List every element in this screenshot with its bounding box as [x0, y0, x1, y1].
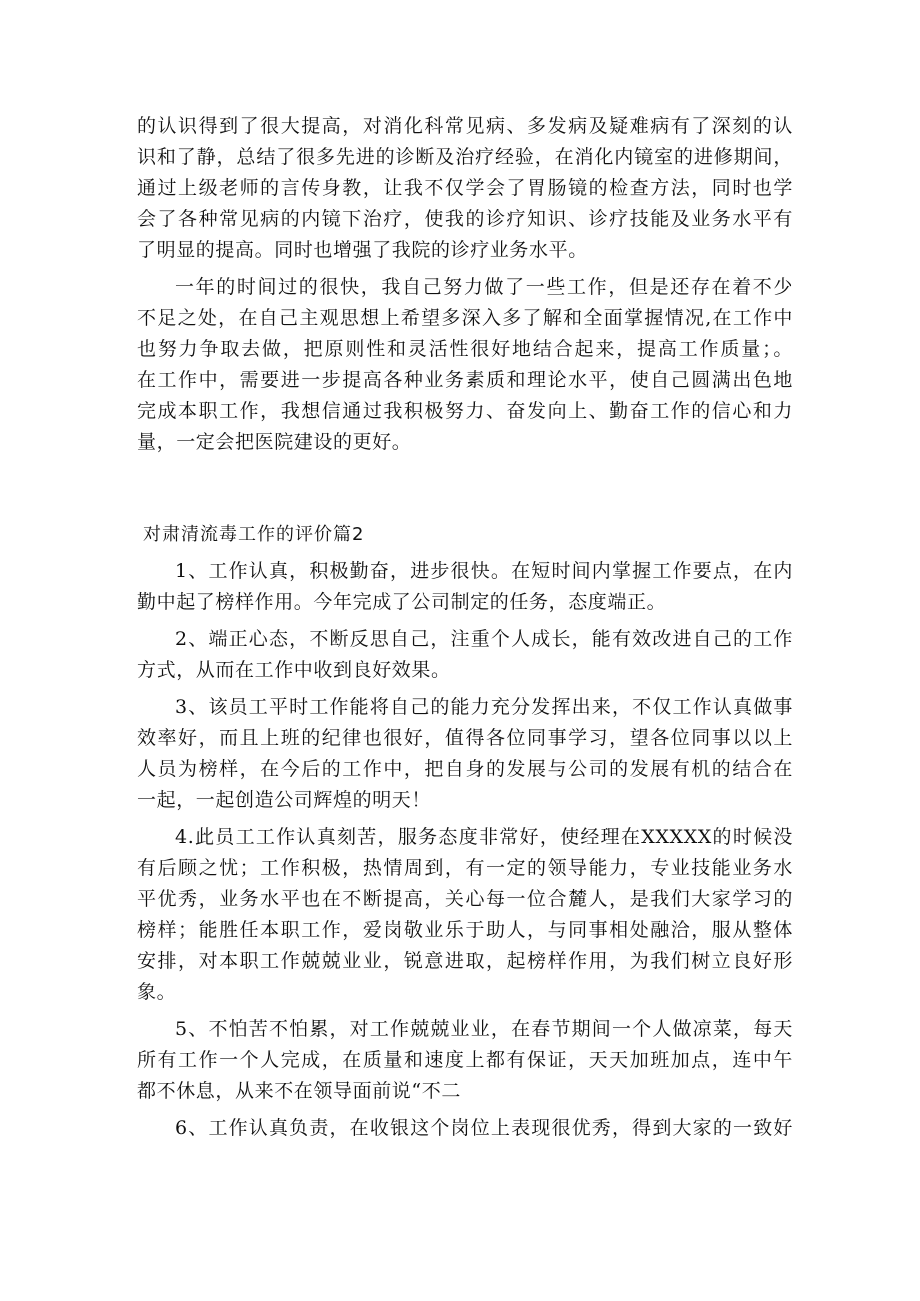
list-item-line: 所有工作一个人完成，在质量和速度上都有保证，天天加班加点，连中午	[137, 1049, 793, 1071]
list-item-line: 平优秀，业务水平也在不断提高，关心每一位合麓人，是我们大家学习的	[137, 888, 793, 910]
intro-line: 通过上级老师的言传身教，让我不仅学会了胃肠镜的检查方法，同时也学	[137, 177, 793, 199]
list-item	[137, 692, 793, 816]
conclusion-line: 不足之处，在自己主观思想上希望多深入多了解和全面掌握情况,在工作中	[137, 307, 793, 329]
intro-line: 了明显的提高。同时也增强了我院的诊疗业务水平。	[137, 239, 588, 261]
evaluation-list	[137, 556, 793, 1144]
conclusion-line: 量，一定会把医院建设的更好。	[137, 431, 412, 453]
list-item-line: 都不休息，从来不在领导面前说“不二	[137, 1080, 461, 1102]
list-item	[137, 1113, 793, 1144]
list-item-line: 一起，一起创造公司辉煌的明天！	[137, 789, 432, 811]
list-item-line: 安排，对本职工作兢兢业业，锐意进取，起榜样作用，为我们树立良好形	[137, 950, 793, 972]
intro-section	[137, 111, 793, 458]
list-item-line: 1、工作认真，积极勤奋，进步很快。在短时间内掌握工作要点，在内	[175, 560, 793, 582]
intro-line: 的认识得到了很大提高，对消化科常见病、多发病及疑难病有了深刻的认	[137, 115, 793, 137]
conclusion-line: 完成本职工作，我想信通过我积极努力、奋发向上、勤奋工作的信心和力	[137, 400, 793, 422]
list-item-line: 勤中起了榜样作用。今年完成了公司制定的任务，态度端正。	[137, 591, 667, 613]
conclusion-line: 一年的时间过的很快，我自己努力做了一些工作，但是还存在着不少	[175, 276, 793, 298]
list-item-line: 5、不怕苦不怕累，对工作兢兢业业，在春节期间一个人做凉菜，每天	[175, 1018, 793, 1040]
conclusion-line: 在工作中，需要进一步提高各种业务素质和理论水平，使自己圆满出色地	[137, 369, 793, 391]
list-item-line: 人员为榜样，在今后的工作中，把自身的发展与公司的发展有机的结合在	[137, 758, 793, 780]
list-item-line: 效率好，而且上班的纪律也很好，值得各位同事学习，望各位同事以以上	[137, 727, 793, 749]
section-title: 对肃清流毒工作的评价篇2	[143, 524, 365, 545]
list-item	[137, 1014, 793, 1107]
intro-line: 会了各种常见病的内镜下治疗，使我的诊疗知识、诊疗技能及业务水平有	[137, 208, 793, 230]
list-item	[137, 822, 793, 1008]
conclusion-line: 也努力争取去做，把原则性和灵活性很好地结合起来，提高工作质量；。	[137, 338, 793, 360]
list-item-line: 有后顾之忧；工作积极，热情周到，有一定的领导能力，专业技能业务水	[137, 857, 793, 879]
list-item-line: 方式，从而在工作中收到良好效果。	[137, 659, 451, 681]
list-item	[137, 624, 793, 686]
list-item-line: 象。	[137, 981, 177, 1003]
list-item	[137, 556, 793, 618]
intro-line: 识和了静，总结了很多先进的诊断及治疗经验，在消化内镜室的进修期间，	[137, 146, 793, 168]
list-item-line: 4.此员工工作认真刻苦，服务态度非常好，使经理在XXXXX的时候没	[175, 826, 793, 848]
list-item-line: 榜样；能胜任本职工作，爱岗敬业乐于助人，与同事相处融洽，服从整体	[137, 919, 793, 941]
list-item-line: 6、工作认真负责，在收银这个岗位上表现很优秀，得到大家的一致好	[175, 1117, 793, 1139]
list-item-line: 2、端正心态，不断反思自己，注重个人成长，能有效改进自己的工作	[175, 628, 793, 650]
list-item-line: 3、该员工平时工作能将自己的能力充分发挥出来，不仅工作认真做事	[175, 696, 793, 718]
